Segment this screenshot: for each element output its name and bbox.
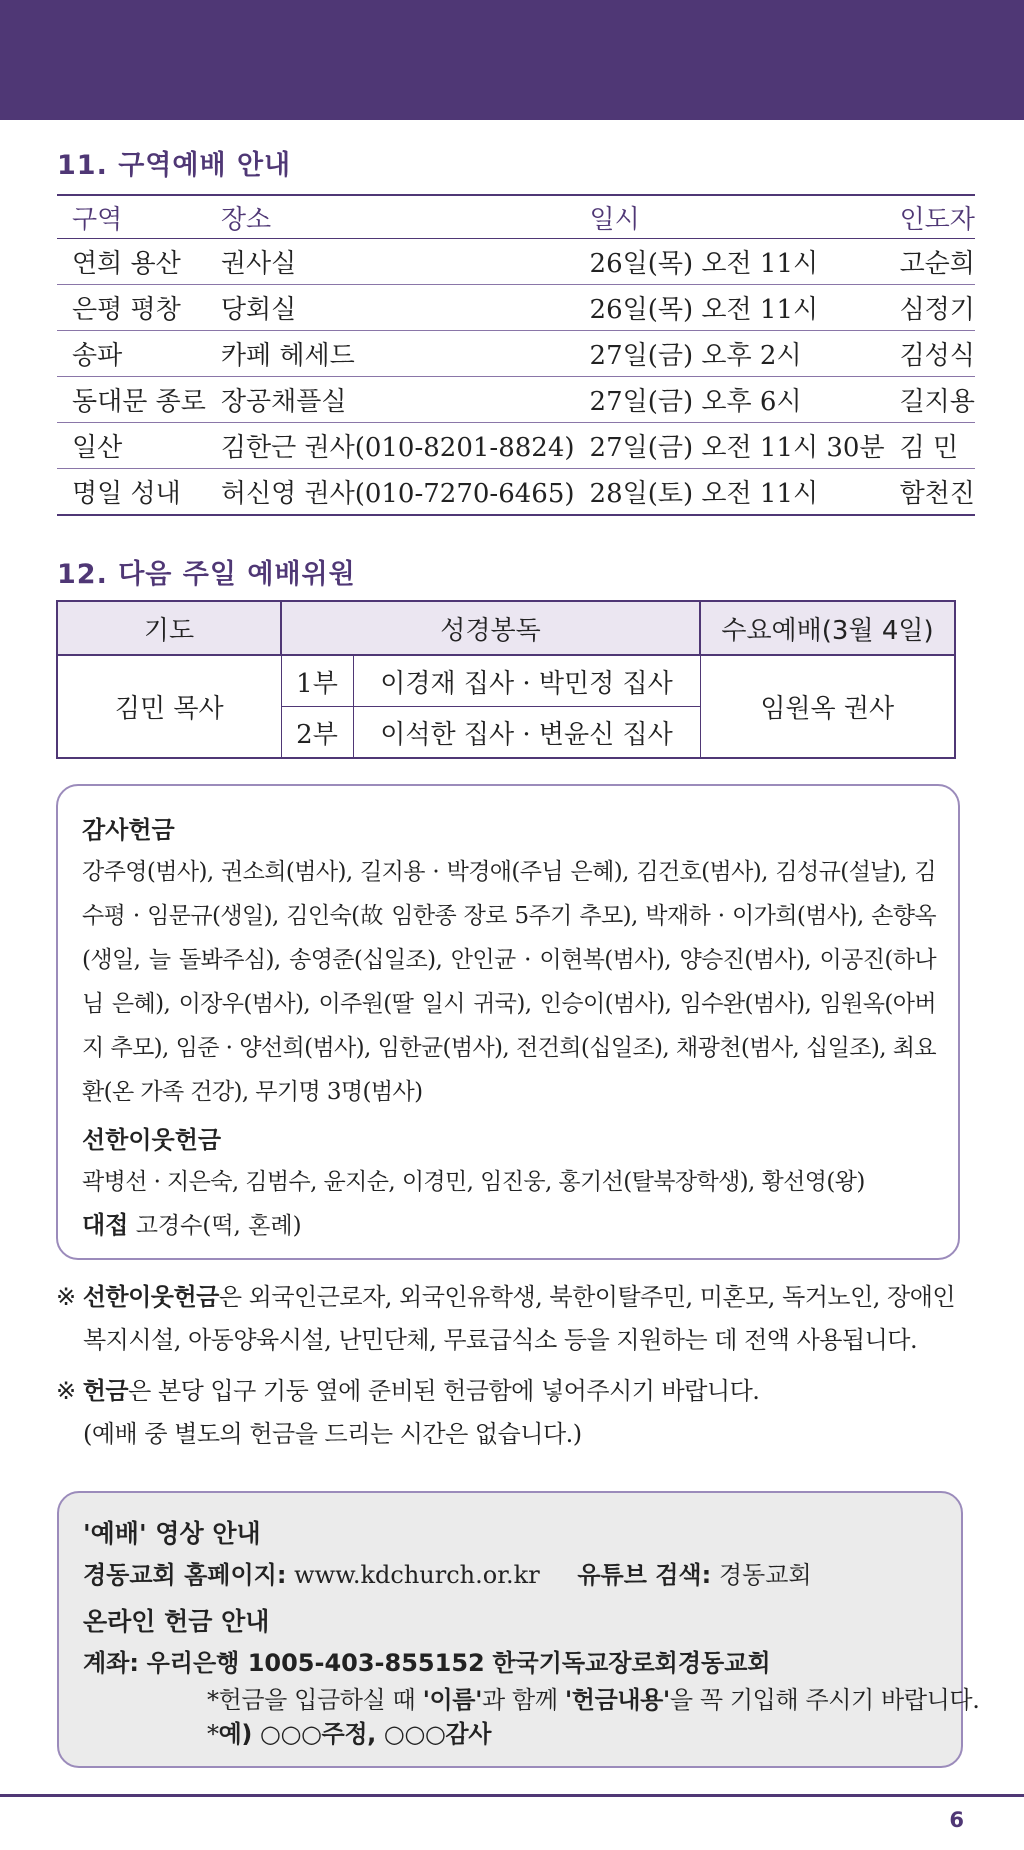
cell-datetime: 26일(목) 오전 11시 — [575, 285, 885, 331]
cell-place: 장공채플실 — [206, 377, 575, 423]
note-emphasis: 감사 — [445, 1720, 491, 1748]
cell-leader: 함천진 — [885, 469, 975, 516]
cell-part-1: 1부 — [281, 655, 353, 707]
video-info-title: '예배' 영상 안내 — [83, 1519, 261, 1548]
header-district: 구역 — [57, 195, 206, 239]
offerings-box — [56, 784, 960, 1260]
cell-place: 허신영 권사(010-7270-6465) — [206, 469, 575, 516]
hospitality-text: 고경수(떡, 혼례) — [135, 1213, 302, 1239]
cell-district: 명일 성내 — [57, 469, 206, 516]
account-note-2 — [83, 1717, 939, 1751]
table-row — [57, 285, 975, 331]
page-number: 6 — [949, 1808, 964, 1832]
header-prayer: 기도 — [57, 601, 281, 655]
header-band — [0, 0, 1024, 120]
neighbor-offering-list: 곽병선 · 지은숙, 김범수, 윤지순, 이경민, 임진웅, 홍기선(탈북장학생), 황선영(왕) — [82, 1169, 865, 1195]
cell-datetime: 26일(목) 오전 11시 — [575, 239, 885, 285]
note-text: * — [207, 1720, 219, 1748]
note-offering-box — [56, 1370, 966, 1456]
cell-datetime: 28일(토) 오전 11시 — [575, 469, 885, 516]
note-bold: 헌금 — [82, 1377, 129, 1405]
note-text: *헌금을 입금하실 때 — [207, 1686, 423, 1714]
homepage-url[interactable]: www.kdchurch.or.kr — [294, 1561, 540, 1589]
section-12-title: 12. 다음 주일 예배위원 — [57, 559, 356, 590]
header-leader: 인도자 — [885, 195, 975, 239]
cell-place: 카페 헤세드 — [206, 331, 575, 377]
cell-reading-2: 이석한 집사 · 변윤신 집사 — [353, 707, 700, 759]
homepage-label: 경동교회 홈페이지: — [83, 1561, 287, 1589]
cell-leader: 심정기 — [885, 285, 975, 331]
note-emphasis: 주정, — [321, 1720, 384, 1748]
cell-datetime: 27일(금) 오후 2시 — [575, 331, 885, 377]
thanks-offering-label: 감사헌금 — [82, 816, 175, 844]
note-emphasis: 예) — [218, 1720, 260, 1748]
note-emphasis: '이름' — [422, 1686, 483, 1714]
table-row — [57, 377, 975, 423]
cell-place: 김한근 권사(010-8201-8824) — [206, 423, 575, 469]
hospitality-label: 대접 — [82, 1211, 129, 1239]
cell-wednesday: 임원옥 권사 — [700, 655, 955, 758]
cell-prayer: 김민 목사 — [57, 655, 281, 758]
worship-committee-table — [56, 600, 956, 759]
youtube-search-term: 경동교회 — [718, 1561, 812, 1589]
note-mark: ※ — [56, 1377, 76, 1405]
account-bank: 우리은행 1005-403-855152 — [146, 1649, 485, 1677]
header-place: 장소 — [206, 195, 575, 239]
note-text: 은 외국인근로자, 외국인유학생, 북한이탈주민, 미혼모, 독거노인, 장애인 복지시설, 아동양육시설, 난민단체, 무료급식소 등을 지원하는 데 전액 사용됩니다. — [83, 1283, 956, 1354]
note-text: ○○○ — [259, 1720, 322, 1748]
footer-line — [0, 1794, 1024, 1797]
account-label: 계좌: — [83, 1649, 139, 1677]
cell-datetime: 27일(금) 오전 11시 30분 — [575, 423, 885, 469]
table-row — [57, 469, 975, 516]
homepage-line — [83, 1555, 939, 1595]
table-header-row — [57, 601, 955, 655]
neighbor-offering-label: 선한이웃헌금 — [82, 1126, 222, 1154]
account-note-1 — [83, 1683, 980, 1717]
note-text: ○○○ — [383, 1720, 446, 1748]
note-text: 은 본당 입구 기둥 옆에 준비된 헌금함에 넣어주시기 바랍니다. — [128, 1377, 760, 1405]
cell-district: 연희 용산 — [57, 239, 206, 285]
online-info-box — [57, 1491, 980, 1768]
cell-part-2: 2부 — [281, 707, 353, 759]
note-emphasis: '헌금내용' — [564, 1686, 670, 1714]
note-text-2: (예배 중 별도의 헌금을 드리는 시간은 없습니다.) — [83, 1420, 582, 1448]
account-holder: 한국기독교장로회경동교회 — [492, 1649, 771, 1677]
note-mark: ※ — [56, 1283, 76, 1311]
cell-place: 권사실 — [206, 239, 575, 285]
online-offering-title: 온라인 헌금 안내 — [83, 1607, 270, 1636]
section-11-title: 11. 구역예배 안내 — [57, 150, 292, 181]
cell-district: 송파 — [57, 331, 206, 377]
hospitality-line — [82, 1204, 936, 1247]
table-row — [57, 655, 955, 707]
note-bold: 선한이웃헌금 — [82, 1283, 219, 1311]
account-line — [83, 1643, 939, 1683]
cell-leader: 김성식 — [885, 331, 975, 377]
header-datetime: 일시 — [575, 195, 885, 239]
table-row — [57, 423, 975, 469]
header-wednesday: 수요예배(3월 4일) — [700, 601, 955, 655]
thanks-offering-list: 강주영(범사), 권소희(범사), 길지용 · 박경애(주님 은혜), 김건호(범사), 김성규(설날), 김수평 · 임문규(생일), 김인숙(故 임한종 장로 5주기 추모), 박재하 · 이가희(범사), 손향옥(생일, 늘 돌봐주심), 송영준(십일조), 안인균 · 이현복(범사), 양승진(범사), 이공진(하나님 은혜), 이장우(범사), 이주원(딸 일시 귀국), 인승이(범사), 임수완(범사), 임원옥(아버지 추모), 임준 · 양선희(범사), 임한균(범사), 전건희(십일조), 채광천(범사, 십일조), 최요환(온 가족 건강), 무기명 3명(범사) — [82, 859, 936, 1105]
table-row — [57, 239, 975, 285]
note-text: 과 함께 — [482, 1686, 565, 1714]
notes — [56, 1276, 966, 1464]
youtube-label: 유튜브 검색: — [577, 1561, 712, 1589]
table-header-row — [57, 195, 975, 239]
note-neighbor-offering — [56, 1276, 966, 1362]
cell-leader: 길지용 — [885, 377, 975, 423]
note-text: 을 꼭 기입해 주시기 바랍니다. — [669, 1686, 980, 1714]
table-row — [57, 331, 975, 377]
district-worship-table — [57, 194, 975, 516]
cell-district: 은평 평창 — [57, 285, 206, 331]
cell-district: 동대문 종로 — [57, 377, 206, 423]
cell-reading-1: 이경재 집사 · 박민정 집사 — [353, 655, 700, 707]
cell-place: 당회실 — [206, 285, 575, 331]
cell-leader: 고순희 — [885, 239, 975, 285]
cell-leader: 김 민 — [885, 423, 975, 469]
cell-district: 일산 — [57, 423, 206, 469]
cell-datetime: 27일(금) 오후 6시 — [575, 377, 885, 423]
header-reading: 성경봉독 — [281, 601, 700, 655]
